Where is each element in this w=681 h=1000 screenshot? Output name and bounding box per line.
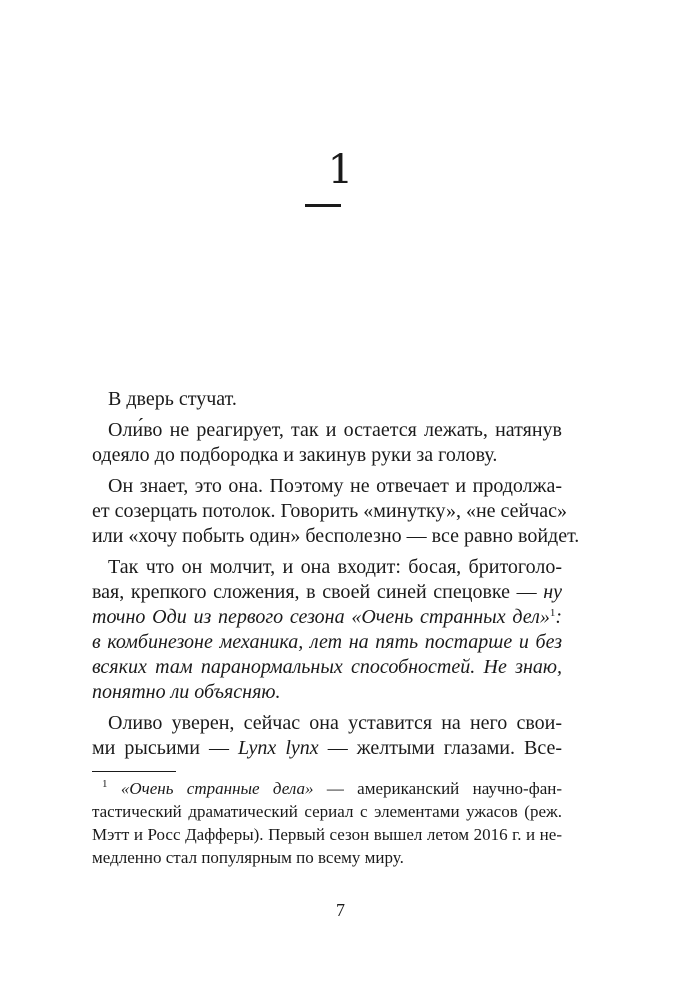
page-number: 7	[336, 900, 345, 920]
italic-segment: точно Оди из первого сезона «Очень странных дел»	[92, 606, 550, 628]
footnote-line: тастический драматический сериал с элементами ужасов (реж.	[92, 802, 562, 821]
italic-segment: всяких там паранормальных способностей. Не знаю,	[92, 656, 562, 678]
text-line	[92, 655, 562, 680]
body-text	[92, 387, 580, 761]
text-line	[92, 580, 562, 605]
footnote-title: «Очень странные дела»	[120, 779, 314, 798]
text-segment: — американский научно-фан-	[326, 779, 563, 798]
footnote-separator	[92, 771, 176, 772]
text-line: или «хочу побыть один» бесполезно — все равно войдет.	[92, 525, 580, 547]
text-line	[92, 630, 562, 655]
text-line: ет созерцать потолок. Говорить «минутку», «не сейчас»	[92, 500, 568, 522]
text-line: В дверь стучат.	[108, 388, 237, 410]
text-line: Так что он молчит, и она входит: босая, бритоголо-	[108, 556, 562, 578]
italic-segment: Lynx lynx	[238, 737, 319, 759]
text-line: Оливо уверен, сейчас она уставится на него свои-	[108, 712, 562, 734]
footnote-line: Мэтт и Росс Дафферы). Первый сезон вышел летом 2016 г. и не-	[92, 825, 562, 844]
footnote-line: медленно стал популярным по всему миру.	[92, 848, 404, 867]
text-segment: ми рысьими —	[92, 737, 229, 759]
footnotes	[92, 777, 562, 869]
text-line: Он знает, это она. Поэтому не отвечает и продолжа-	[108, 475, 562, 497]
text-line: Оли́во не реагирует, так и остается лежать, натянув	[108, 419, 562, 441]
text-segment: — желтыми глазами. Все-	[327, 737, 563, 759]
chapter-number: 1	[327, 147, 354, 193]
text-line	[92, 605, 562, 630]
italic-segment: понятно ли объясняю.	[92, 681, 281, 703]
text-line	[92, 680, 562, 705]
italic-segment: в комбинезоне механика, лет на пять постарше и без	[92, 631, 562, 653]
text-segment: вая, крепкого сложения, в своей синей спецовке —	[92, 581, 537, 603]
text-line	[92, 736, 562, 761]
footnote-line	[92, 777, 562, 800]
chapter-rule	[305, 204, 341, 207]
text-line: одеяло до подбородка и закинув руки за голову.	[92, 444, 498, 466]
footnote-marker: 1	[102, 778, 108, 790]
italic-segment: :	[555, 606, 562, 628]
italic-segment: ну	[543, 581, 563, 603]
footnote-ref[interactable]: 1	[549, 607, 556, 619]
